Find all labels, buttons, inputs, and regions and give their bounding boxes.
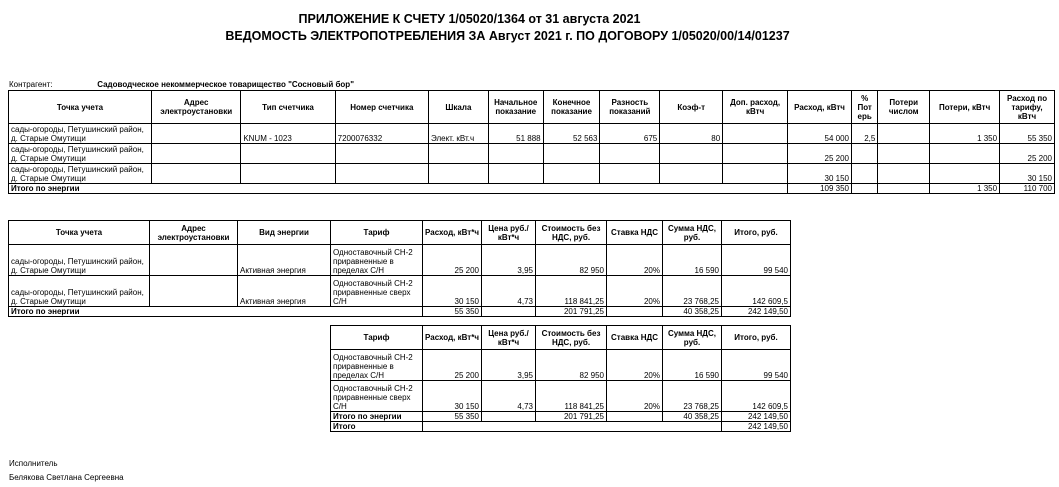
col-header: Разность показаний: [600, 91, 660, 124]
cell: 675: [600, 124, 660, 144]
cell: [660, 144, 723, 164]
col-header: Сумма НДС, руб.: [663, 221, 722, 245]
col-header: Итого, руб.: [722, 221, 791, 245]
cell: 25 200: [423, 245, 482, 276]
cell: Одноставочный СН-2 приравненные сверх С/Н: [331, 381, 423, 412]
cell: [482, 307, 536, 317]
table-row: [331, 350, 791, 381]
cell: 23 768,25: [663, 276, 722, 307]
table-row: [9, 276, 791, 307]
col-header: Потери, кВтч: [930, 91, 1000, 124]
document-title: ПРИЛОЖЕНИЕ К СЧЕТУ 1/05020/1364 от 31 августа 2021: [298, 12, 641, 26]
executor-label: Исполнитель: [9, 459, 58, 468]
cell: [851, 164, 877, 184]
cell: [878, 144, 930, 164]
total-sum: 242 149,50: [722, 412, 791, 422]
col-header: Точка учета: [9, 91, 152, 124]
cell: 82 950: [536, 350, 607, 381]
total-row: [331, 412, 791, 422]
total-vat: 40 358,25: [663, 412, 722, 422]
total-label: Итого по энергии: [9, 307, 423, 317]
cell: 118 841,25: [536, 276, 607, 307]
col-header: Расход, кВт*ч: [423, 221, 482, 245]
cell: [423, 422, 722, 432]
executor-name: Белякова Светлана Сергеевна: [9, 473, 124, 482]
cell: 20%: [607, 276, 663, 307]
total-vat: 40 358,25: [663, 307, 722, 317]
col-header: Расход, кВт*ч: [423, 326, 482, 350]
cell: 1 350: [930, 124, 1000, 144]
cell: [488, 164, 543, 184]
cell: 3,95: [482, 245, 536, 276]
cell: 25 200: [788, 144, 852, 164]
total-row: [9, 307, 791, 317]
cell: [152, 124, 241, 144]
total-consumption: 55 350: [423, 412, 482, 422]
tariff-summary-table: [330, 325, 791, 432]
cell: 54 000: [788, 124, 852, 144]
total-consumption: 55 350: [423, 307, 482, 317]
total-consumption: 109 350: [788, 184, 852, 194]
col-header: Ставка НДС: [607, 326, 663, 350]
col-header: Расход по тарифу, кВтч: [1000, 91, 1055, 124]
col-header: Ставка НДС: [607, 221, 663, 245]
col-header: Точка учета: [9, 221, 150, 245]
cell: Одноставочный СН-2 приравненные в пределах С/Н: [331, 245, 423, 276]
table-row: [9, 164, 1055, 184]
kontragent-line: [9, 80, 354, 89]
kontragent-label: Контрагент:: [9, 80, 53, 89]
table-row: [9, 124, 1055, 144]
table-row: [9, 144, 1055, 164]
col-header: Сумма НДС, руб.: [663, 326, 722, 350]
cell: 23 768,25: [663, 381, 722, 412]
cell: Одноставочный СН-2 приравненные сверх С/Н: [331, 276, 423, 307]
cell: Одноставочный СН-2 приравненные в пределах С/Н: [331, 350, 423, 381]
cell: [152, 144, 241, 164]
cell: [607, 307, 663, 317]
cell: 99 540: [722, 350, 791, 381]
cell: [930, 164, 1000, 184]
cell: [150, 276, 238, 307]
col-header: Номер счетчика: [335, 91, 428, 124]
cell: [878, 124, 930, 144]
cell: [878, 184, 930, 194]
cell: 82 950: [536, 245, 607, 276]
cell: [851, 184, 877, 194]
total-row: [9, 184, 1055, 194]
cell: [723, 144, 788, 164]
grand-total-sum: 242 149,50: [722, 422, 791, 432]
cell: 25 200: [423, 350, 482, 381]
total-losses: 1 350: [930, 184, 1000, 194]
cell: 51 888: [488, 124, 543, 144]
table-header-row: [331, 326, 791, 350]
cell: [482, 412, 536, 422]
cell: 30 150: [788, 164, 852, 184]
col-header: Шкала: [428, 91, 488, 124]
col-header: Стоимость без НДС, руб.: [536, 326, 607, 350]
grand-total-row: [331, 422, 791, 432]
cell: сады-огороды, Петушинский район, д. Старые Омутищи: [9, 164, 152, 184]
kontragent-value: Садоводческое некоммерческое товарищество "Сосновый бор": [97, 80, 354, 89]
consumption-table: [8, 90, 1055, 194]
cell: [543, 164, 600, 184]
col-header: Начальное показание: [488, 91, 543, 124]
cell: 20%: [607, 350, 663, 381]
cell: сады-огороды, Петушинский район, д. Старые Омутищи: [9, 144, 152, 164]
cell: [607, 412, 663, 422]
col-header: Тип счетчика: [241, 91, 335, 124]
col-header: Цена руб./кВт*ч: [482, 326, 536, 350]
cell: [428, 144, 488, 164]
cost-table: [8, 220, 791, 317]
cell: [851, 144, 877, 164]
cell: 80: [660, 124, 723, 144]
total-cost: 201 791,25: [536, 307, 607, 317]
col-header: Стоимость без НДС, руб.: [536, 221, 607, 245]
total-cost: 201 791,25: [536, 412, 607, 422]
cell: 4,73: [482, 276, 536, 307]
cell: сады-огороды, Петушинский район, д. Старые Омутищи: [9, 276, 150, 307]
cell: 16 590: [663, 350, 722, 381]
col-header: Потери числом: [878, 91, 930, 124]
cell: 30 150: [423, 381, 482, 412]
cell: 16 590: [663, 245, 722, 276]
cell: [600, 144, 660, 164]
cell: Активная энергия: [238, 245, 331, 276]
col-header: Коэф-т: [660, 91, 723, 124]
cell: [488, 144, 543, 164]
total-label: Итого по энергии: [9, 184, 788, 194]
cell: 142 609,5: [722, 276, 791, 307]
table-header-row: [9, 91, 1055, 124]
cell: [241, 144, 335, 164]
total-sum: 242 149,50: [722, 307, 791, 317]
col-header: Цена руб./кВт*ч: [482, 221, 536, 245]
total-tariff: 110 700: [1000, 184, 1055, 194]
cell: 142 609,5: [722, 381, 791, 412]
cell: [930, 144, 1000, 164]
grand-total-label: Итого: [331, 422, 423, 432]
col-header: Итого, руб.: [722, 326, 791, 350]
cell: 55 350: [1000, 124, 1055, 144]
document-subtitle: ВЕДОМОСТЬ ЭЛЕКТРОПОТРЕБЛЕНИЯ ЗА Август 2021 г. ПО ДОГОВОРУ 1/05020/00/14/01237: [225, 29, 790, 43]
col-header: Расход, кВтч: [788, 91, 852, 124]
cell: 30 150: [1000, 164, 1055, 184]
col-header: Тариф: [331, 221, 423, 245]
cell: [428, 164, 488, 184]
cell: [723, 164, 788, 184]
cell: [335, 164, 428, 184]
cell: 20%: [607, 381, 663, 412]
cell: [660, 164, 723, 184]
total-label: Итого по энергии: [331, 412, 423, 422]
cell: [335, 144, 428, 164]
cell: сады-огороды, Петушинский район, д. Старые Омутищи: [9, 124, 152, 144]
cell: [723, 124, 788, 144]
col-header: Адрес электроустановки: [150, 221, 238, 245]
cell: [543, 144, 600, 164]
cell: 3,95: [482, 350, 536, 381]
cell: KNUM - 1023: [241, 124, 335, 144]
cell: 52 563: [543, 124, 600, 144]
cell: 99 540: [722, 245, 791, 276]
col-header: Вид энергии: [238, 221, 331, 245]
cell: 7200076332: [335, 124, 428, 144]
col-header: Доп. расход, кВтч: [723, 91, 788, 124]
table-header-row: [9, 221, 791, 245]
cell: 30 150: [423, 276, 482, 307]
cell: сады-огороды, Петушинский район, д. Старые Омутищи: [9, 245, 150, 276]
cell: [878, 164, 930, 184]
cell: [150, 245, 238, 276]
cell: Элект. кВт.ч: [428, 124, 488, 144]
cell: [600, 164, 660, 184]
cell: 25 200: [1000, 144, 1055, 164]
cell: 20%: [607, 245, 663, 276]
col-header: Тариф: [331, 326, 423, 350]
table-row: [331, 381, 791, 412]
cell: [152, 164, 241, 184]
col-header: Конечное показание: [543, 91, 600, 124]
cell: 4,73: [482, 381, 536, 412]
table-row: [9, 245, 791, 276]
cell: Активная энергия: [238, 276, 331, 307]
cell: [241, 164, 335, 184]
cell: 2,5: [851, 124, 877, 144]
col-header: % Пот ерь: [851, 91, 877, 124]
col-header: Адрес электроустановки: [152, 91, 241, 124]
cell: 118 841,25: [536, 381, 607, 412]
